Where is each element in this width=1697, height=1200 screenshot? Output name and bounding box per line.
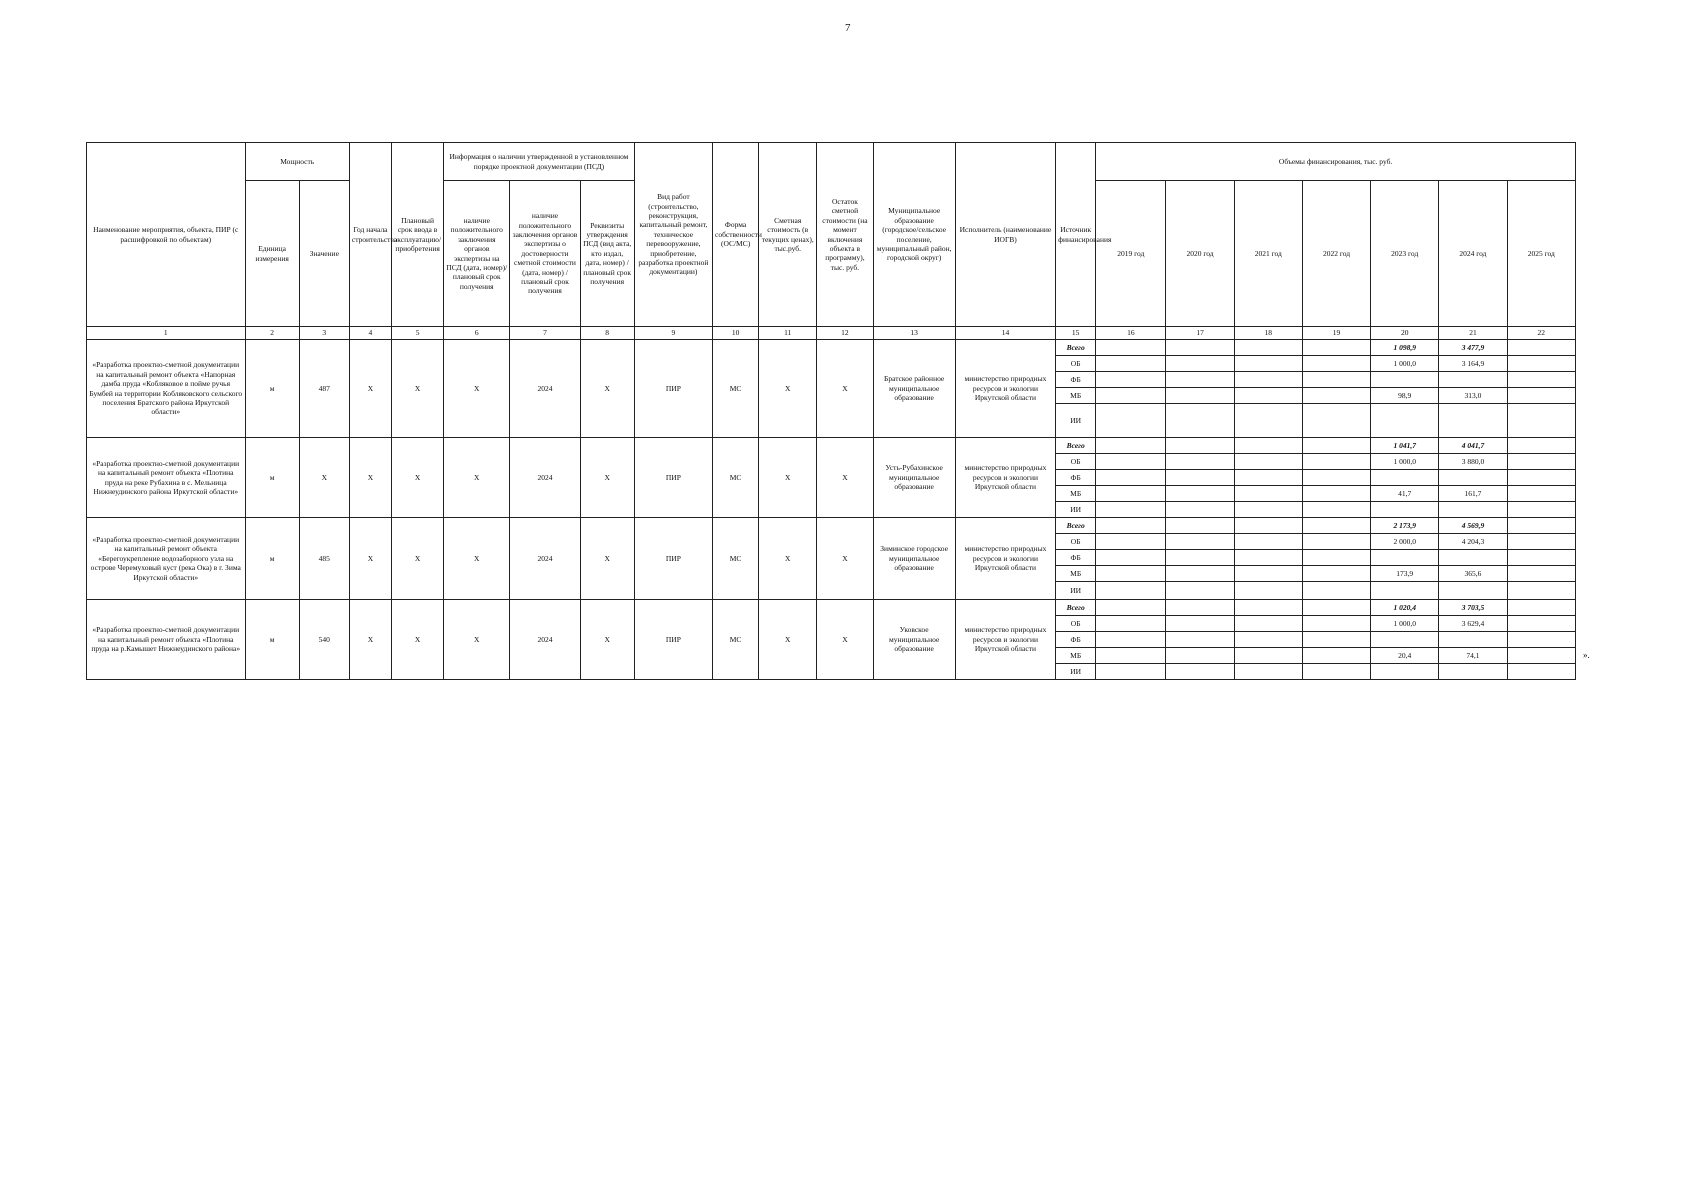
amount-cell — [1234, 340, 1302, 356]
value-cell: 485 — [299, 518, 349, 600]
amount-2023-cell: 1 098,9 — [1371, 340, 1439, 356]
executor-cell: министерство природных ресурсов и экологии Иркутской области — [955, 438, 1055, 518]
amount-cell — [1096, 502, 1166, 518]
executor-cell: министерство природных ресурсов и экологии Иркутской области — [955, 518, 1055, 600]
work-type-cell: ПИР — [634, 518, 712, 600]
amount-cell — [1302, 388, 1370, 404]
amount-cell — [1166, 356, 1234, 372]
object-name-cell: «Разработка проектно-сметной документации на капитальный ремонт объекта «Плотина пруда на реке Рубахина в с. Мельница Нижнеудинского района Иркутской области» — [87, 438, 246, 518]
funding-source-cell: Всего — [1056, 438, 1096, 454]
ownership-cell: МС — [713, 600, 759, 680]
column-number: 12 — [817, 327, 873, 340]
amount-cell — [1507, 454, 1575, 470]
ownership-cell: МС — [713, 438, 759, 518]
column-number: 3 — [299, 327, 349, 340]
planned-date-cell: X — [391, 340, 443, 438]
amount-cell — [1302, 454, 1370, 470]
work-type-cell: ПИР — [634, 340, 712, 438]
amount-cell — [1234, 404, 1302, 438]
funding-source-cell: МБ — [1056, 486, 1096, 502]
object-name-cell: «Разработка проектно-сметной документации на капитальный ремонт объекта «Берегоукрепление водозаборного узла на острове Черемуховый куст (река Ока) в г. Зима Иркутской области» — [87, 518, 246, 600]
amount-cell — [1166, 566, 1234, 582]
table-row — [87, 518, 1576, 534]
amount-cell — [1166, 518, 1234, 534]
amount-cell — [1507, 486, 1575, 502]
column-number: 8 — [580, 327, 634, 340]
value-cell: 487 — [299, 340, 349, 438]
column-number: 22 — [1507, 327, 1575, 340]
header-psd-cost: наличие положительного заключения органов экспертизы о достоверности сметной стоимости (дата, номер) / плановый срок получения — [510, 181, 580, 327]
estimated-cost-cell: X — [759, 438, 817, 518]
amount-cell — [1096, 518, 1166, 534]
amount-cell — [1096, 470, 1166, 486]
amount-cell — [1302, 404, 1370, 438]
funding-source-cell: МБ — [1056, 566, 1096, 582]
amount-cell — [1234, 534, 1302, 550]
column-number: 16 — [1096, 327, 1166, 340]
amount-cell — [1096, 616, 1166, 632]
header-ownership: Форма собственности (ОС/МС) — [713, 143, 759, 327]
amount-cell — [1302, 566, 1370, 582]
amount-cell — [1166, 438, 1234, 454]
header-name: Наименование мероприятия, объекта, ПИР (с расшифровкой по объектам) — [87, 143, 246, 327]
amount-2023-cell: 2 000,0 — [1371, 534, 1439, 550]
funding-source-cell: МБ — [1056, 388, 1096, 404]
amount-cell — [1507, 550, 1575, 566]
column-number: 1 — [87, 327, 246, 340]
funding-source-cell: ФБ — [1056, 550, 1096, 566]
estimated-cost-cell: X — [759, 600, 817, 680]
amount-2024-cell — [1439, 404, 1507, 438]
header-remaining-cost: Остаток сметной стоимости (на момент включения объекта в программу), тыс. руб. — [817, 143, 873, 327]
amount-2024-cell — [1439, 502, 1507, 518]
amount-cell — [1166, 616, 1234, 632]
table-row — [87, 438, 1576, 454]
amount-2023-cell: 1 000,0 — [1371, 356, 1439, 372]
amount-cell — [1096, 566, 1166, 582]
amount-cell — [1096, 534, 1166, 550]
column-number: 6 — [444, 327, 510, 340]
start-year-cell: X — [349, 600, 391, 680]
amount-2024-cell — [1439, 582, 1507, 600]
column-number: 18 — [1234, 327, 1302, 340]
amount-cell — [1507, 664, 1575, 680]
amount-cell — [1302, 550, 1370, 566]
header-year: 2019 год — [1096, 181, 1166, 327]
page-number: 7 — [845, 22, 851, 34]
amount-cell — [1507, 372, 1575, 388]
remaining-cost-cell: X — [817, 438, 873, 518]
amount-2024-cell — [1439, 470, 1507, 486]
amount-cell — [1302, 616, 1370, 632]
amount-2024-cell: 4 041,7 — [1439, 438, 1507, 454]
ownership-cell: МС — [713, 518, 759, 600]
funding-source-cell: ФБ — [1056, 470, 1096, 486]
amount-cell — [1234, 486, 1302, 502]
value-cell: 540 — [299, 600, 349, 680]
psd-cost-cell: 2024 — [510, 600, 580, 680]
amount-2024-cell: 3 477,9 — [1439, 340, 1507, 356]
municipality-cell: Усть-Рубахинское муниципальное образование — [873, 438, 955, 518]
amount-cell — [1234, 518, 1302, 534]
header-psd-group: Информация о наличии утвержденной в установленном порядке проектной документации (ПСД) — [444, 143, 635, 181]
amount-2023-cell: 2 173,9 — [1371, 518, 1439, 534]
municipality-cell: Уковское муниципальное образование — [873, 600, 955, 680]
amount-cell — [1234, 502, 1302, 518]
funding-source-cell: ИИ — [1056, 664, 1096, 680]
amount-2024-cell: 313,0 — [1439, 388, 1507, 404]
psd-details-cell: X — [580, 600, 634, 680]
amount-2024-cell: 161,7 — [1439, 486, 1507, 502]
amount-cell — [1234, 388, 1302, 404]
amount-cell — [1096, 438, 1166, 454]
unit-cell: м — [245, 340, 299, 438]
table-row — [87, 340, 1576, 356]
amount-cell — [1234, 372, 1302, 388]
remaining-cost-cell: X — [817, 518, 873, 600]
amount-cell — [1096, 454, 1166, 470]
header-work-type: Вид работ (строительство, реконструкция, капитальный ремонт, техническое перевооружение, приобретение, разработка проектной документации) — [634, 143, 712, 327]
amount-cell — [1507, 388, 1575, 404]
column-number: 9 — [634, 327, 712, 340]
column-number-row — [87, 327, 1576, 340]
amount-cell — [1507, 470, 1575, 486]
amount-cell — [1234, 582, 1302, 600]
start-year-cell: X — [349, 518, 391, 600]
amount-cell — [1234, 648, 1302, 664]
amount-2024-cell — [1439, 372, 1507, 388]
planned-date-cell: X — [391, 438, 443, 518]
header-year: 2022 год — [1302, 181, 1370, 327]
amount-2023-cell — [1371, 664, 1439, 680]
amount-cell — [1507, 340, 1575, 356]
amount-cell — [1302, 340, 1370, 356]
ownership-cell: МС — [713, 340, 759, 438]
column-number: 7 — [510, 327, 580, 340]
amount-cell — [1166, 388, 1234, 404]
amount-cell — [1096, 648, 1166, 664]
psd-expertise-cell: X — [444, 600, 510, 680]
amount-cell — [1507, 356, 1575, 372]
amount-2023-cell: 1 020,4 — [1371, 600, 1439, 616]
executor-cell: министерство природных ресурсов и экологии Иркутской области — [955, 340, 1055, 438]
amount-2024-cell: 365,6 — [1439, 566, 1507, 582]
header-planned-date: Плановый срок ввода в эксплуатацию/приобретения — [391, 143, 443, 327]
object-name-cell: «Разработка проектно-сметной документации на капитальный ремонт объекта «Напорная дамба пруда «Кобляковое в пойме ручья Бумбей на территории Кобляковского сельского поселения Братского района Иркутской области» — [87, 340, 246, 438]
header-estimated-cost: Сметная стоимость (в текущих ценах), тыс.руб. — [759, 143, 817, 327]
amount-cell — [1234, 550, 1302, 566]
object-name-cell: «Разработка проектно-сметной документации на капитальный ремонт объекта «Плотина пруда на р.Камышет Нижнеудинского района» — [87, 600, 246, 680]
amount-2024-cell: 3 880,0 — [1439, 454, 1507, 470]
header-value: Значение — [299, 181, 349, 327]
estimated-cost-cell: X — [759, 340, 817, 438]
start-year-cell: X — [349, 340, 391, 438]
amount-2023-cell — [1371, 632, 1439, 648]
funding-source-cell: Всего — [1056, 518, 1096, 534]
column-number: 19 — [1302, 327, 1370, 340]
amount-cell — [1302, 372, 1370, 388]
header-municipality: Муниципальное образование (городское/сельское поселение, муниципальный район, городской округ) — [873, 143, 955, 327]
amount-cell — [1302, 438, 1370, 454]
amount-2023-cell: 41,7 — [1371, 486, 1439, 502]
planned-date-cell: X — [391, 600, 443, 680]
remaining-cost-cell: X — [817, 600, 873, 680]
amount-2023-cell — [1371, 582, 1439, 600]
amount-cell — [1166, 648, 1234, 664]
column-number: 14 — [955, 327, 1055, 340]
amount-2024-cell — [1439, 632, 1507, 648]
amount-2023-cell: 173,9 — [1371, 566, 1439, 582]
amount-cell — [1166, 664, 1234, 680]
municipality-cell: Зиминское городское муниципальное образование — [873, 518, 955, 600]
work-type-cell: ПИР — [634, 438, 712, 518]
amount-2024-cell — [1439, 550, 1507, 566]
municipality-cell: Братское районное муниципальное образование — [873, 340, 955, 438]
psd-cost-cell: 2024 — [510, 518, 580, 600]
table-header — [87, 143, 1576, 340]
amount-cell — [1096, 664, 1166, 680]
amount-cell — [1302, 356, 1370, 372]
amount-cell — [1096, 388, 1166, 404]
funding-source-cell: Всего — [1056, 340, 1096, 356]
header-psd-details: Реквизиты утверждения ПСД (вид акта, кто издал, дата, номер) / плановый срок получения — [580, 181, 634, 327]
amount-2023-cell — [1371, 404, 1439, 438]
amount-2023-cell — [1371, 502, 1439, 518]
amount-cell — [1166, 632, 1234, 648]
header-unit: Единица измерения — [245, 181, 299, 327]
amount-cell — [1166, 582, 1234, 600]
amount-2023-cell: 1 041,7 — [1371, 438, 1439, 454]
column-number: 4 — [349, 327, 391, 340]
funding-source-cell: ОБ — [1056, 454, 1096, 470]
header-year: 2020 год — [1166, 181, 1234, 327]
header-funding-group: Объемы финансирования, тыс. руб. — [1096, 143, 1576, 181]
amount-2024-cell: 3 629,4 — [1439, 616, 1507, 632]
psd-cost-cell: 2024 — [510, 340, 580, 438]
amount-cell — [1166, 372, 1234, 388]
amount-2023-cell: 98,9 — [1371, 388, 1439, 404]
psd-details-cell: X — [580, 438, 634, 518]
amount-cell — [1166, 404, 1234, 438]
start-year-cell: X — [349, 438, 391, 518]
amount-2024-cell: 74,1 — [1439, 648, 1507, 664]
column-number: 11 — [759, 327, 817, 340]
psd-details-cell: X — [580, 518, 634, 600]
amount-cell — [1507, 404, 1575, 438]
amount-cell — [1507, 438, 1575, 454]
amount-cell — [1234, 616, 1302, 632]
amount-cell — [1096, 486, 1166, 502]
amount-cell — [1096, 632, 1166, 648]
amount-cell — [1096, 550, 1166, 566]
amount-cell — [1507, 600, 1575, 616]
amount-2023-cell — [1371, 470, 1439, 486]
work-type-cell: ПИР — [634, 600, 712, 680]
amount-cell — [1234, 600, 1302, 616]
amount-cell — [1234, 566, 1302, 582]
funding-source-cell: ОБ — [1056, 356, 1096, 372]
table-row — [87, 600, 1576, 616]
amount-cell — [1166, 502, 1234, 518]
amount-cell — [1166, 550, 1234, 566]
amount-cell — [1166, 534, 1234, 550]
header-capacity: Мощность — [245, 143, 349, 181]
header-executor: Исполнитель (наименование ИОГВ) — [955, 143, 1055, 327]
amount-cell — [1096, 582, 1166, 600]
header-year: 2023 год — [1371, 181, 1439, 327]
amount-cell — [1096, 372, 1166, 388]
funding-source-cell: ОБ — [1056, 534, 1096, 550]
amount-cell — [1096, 340, 1166, 356]
column-number: 13 — [873, 327, 955, 340]
amount-cell — [1096, 404, 1166, 438]
amount-cell — [1507, 534, 1575, 550]
funding-source-cell: ФБ — [1056, 632, 1096, 648]
amount-cell — [1302, 600, 1370, 616]
funding-source-cell: Всего — [1056, 600, 1096, 616]
amount-cell — [1234, 356, 1302, 372]
amount-2024-cell — [1439, 664, 1507, 680]
amount-cell — [1166, 600, 1234, 616]
funding-source-cell: ИИ — [1056, 404, 1096, 438]
column-number: 20 — [1371, 327, 1439, 340]
amount-2024-cell: 4 569,9 — [1439, 518, 1507, 534]
column-number: 2 — [245, 327, 299, 340]
header-year: 2025 год — [1507, 181, 1575, 327]
amount-cell — [1234, 470, 1302, 486]
psd-expertise-cell: X — [444, 438, 510, 518]
funding-source-cell: ФБ — [1056, 372, 1096, 388]
amount-cell — [1234, 454, 1302, 470]
psd-details-cell: X — [580, 340, 634, 438]
amount-cell — [1096, 356, 1166, 372]
amount-cell — [1166, 470, 1234, 486]
amount-cell — [1234, 664, 1302, 680]
amount-2024-cell: 3 703,5 — [1439, 600, 1507, 616]
unit-cell: м — [245, 438, 299, 518]
column-number: 17 — [1166, 327, 1234, 340]
header-source: Источник финансирования — [1056, 143, 1096, 327]
planned-date-cell: X — [391, 518, 443, 600]
amount-cell — [1302, 502, 1370, 518]
amount-2023-cell: 1 000,0 — [1371, 454, 1439, 470]
funding-source-cell: ИИ — [1056, 502, 1096, 518]
amount-cell — [1507, 648, 1575, 664]
column-number: 10 — [713, 327, 759, 340]
remaining-cost-cell: X — [817, 340, 873, 438]
amount-2023-cell — [1371, 372, 1439, 388]
header-psd-expertise: наличие положительного заключения органов экспертизы на ПСД (дата, номер)/плановый срок получения — [444, 181, 510, 327]
column-number: 15 — [1056, 327, 1096, 340]
value-cell: X — [299, 438, 349, 518]
header-year: 2021 год — [1234, 181, 1302, 327]
amount-cell — [1302, 518, 1370, 534]
column-number: 5 — [391, 327, 443, 340]
funding-source-cell: ИИ — [1056, 582, 1096, 600]
amount-cell — [1507, 518, 1575, 534]
amount-2023-cell: 20,4 — [1371, 648, 1439, 664]
amount-cell — [1302, 486, 1370, 502]
amount-cell — [1507, 582, 1575, 600]
amount-cell — [1302, 534, 1370, 550]
amount-cell — [1507, 616, 1575, 632]
amount-2024-cell: 3 164,9 — [1439, 356, 1507, 372]
column-number: 21 — [1439, 327, 1507, 340]
table-body — [87, 340, 1576, 680]
amount-cell — [1302, 648, 1370, 664]
trailing-mark: ». — [1583, 650, 1590, 660]
amount-2023-cell: 1 000,0 — [1371, 616, 1439, 632]
amount-cell — [1166, 340, 1234, 356]
funding-source-cell: ОБ — [1056, 616, 1096, 632]
amount-cell — [1507, 566, 1575, 582]
amount-cell — [1302, 632, 1370, 648]
executor-cell: министерство природных ресурсов и экологии Иркутской области — [955, 600, 1055, 680]
amount-cell — [1166, 454, 1234, 470]
estimated-cost-cell: X — [759, 518, 817, 600]
unit-cell: м — [245, 600, 299, 680]
header-year: 2024 год — [1439, 181, 1507, 327]
unit-cell: м — [245, 518, 299, 600]
amount-cell — [1302, 582, 1370, 600]
funding-source-cell: МБ — [1056, 648, 1096, 664]
amount-cell — [1302, 470, 1370, 486]
amount-cell — [1096, 600, 1166, 616]
amount-cell — [1507, 632, 1575, 648]
amount-2024-cell: 4 204,3 — [1439, 534, 1507, 550]
amount-cell — [1166, 486, 1234, 502]
funding-table — [86, 142, 1576, 680]
psd-expertise-cell: X — [444, 518, 510, 600]
amount-cell — [1234, 438, 1302, 454]
amount-cell — [1507, 502, 1575, 518]
psd-cost-cell: 2024 — [510, 438, 580, 518]
amount-2023-cell — [1371, 550, 1439, 566]
amount-cell — [1302, 664, 1370, 680]
header-start-year: Год начала строительства — [349, 143, 391, 327]
amount-cell — [1234, 632, 1302, 648]
psd-expertise-cell: X — [444, 340, 510, 438]
